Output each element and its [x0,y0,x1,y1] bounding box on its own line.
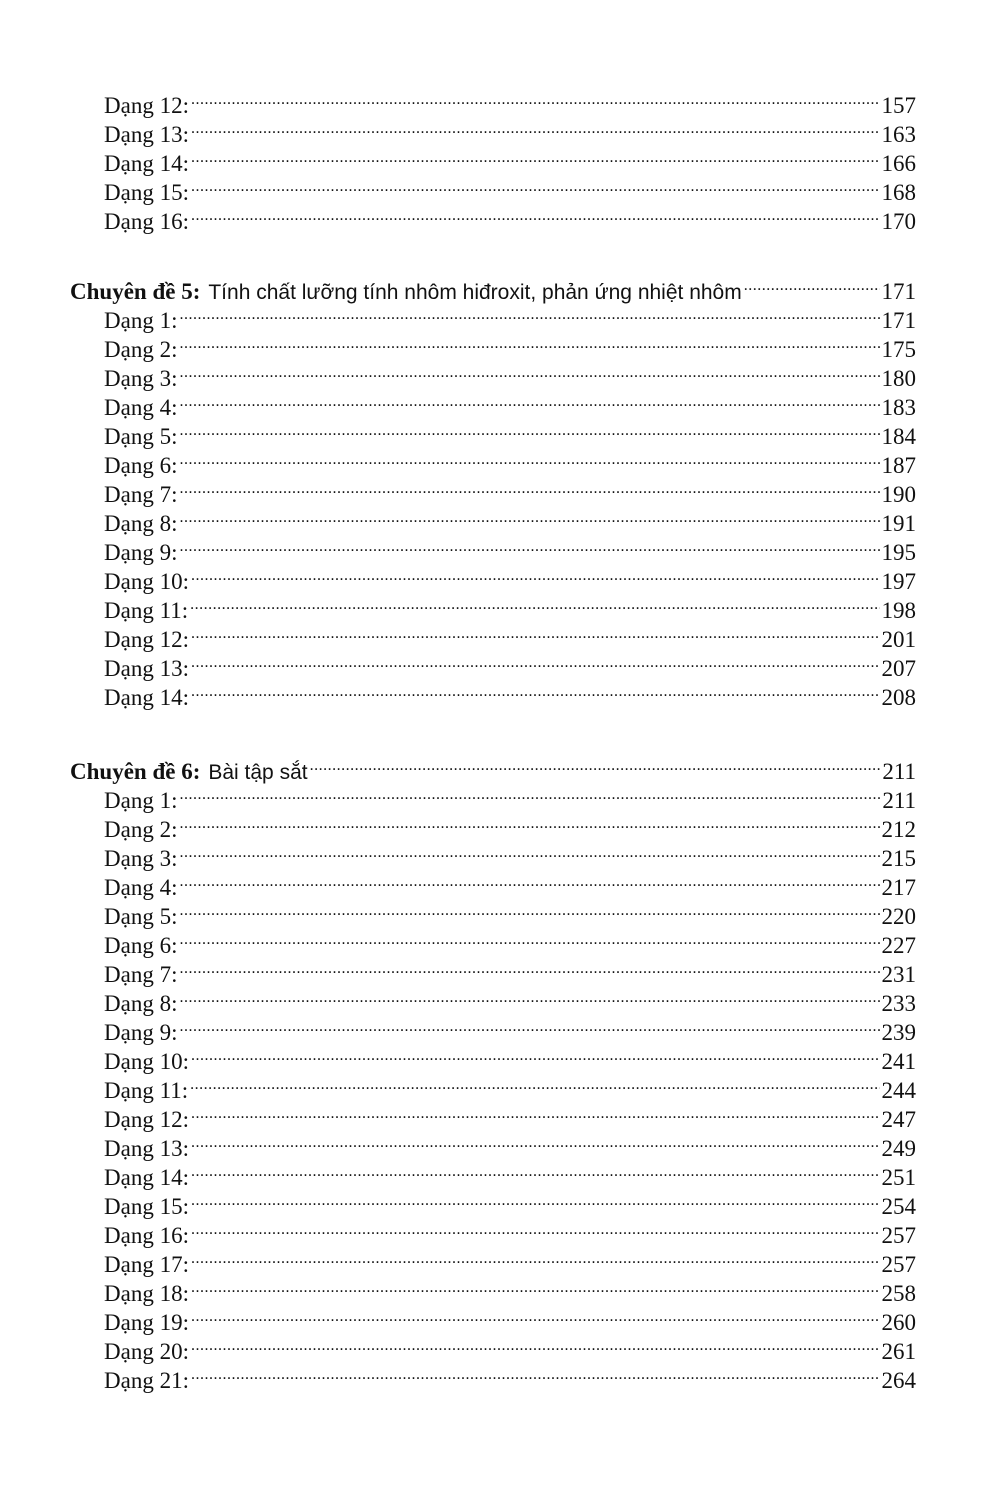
page-number: 201 [881,627,916,652]
page-number: 208 [881,685,916,710]
toc-entry-row [104,895,916,929]
toc-entry-label: Dạng 14: [104,1165,189,1190]
toc-entry-label: Dạng 19: [104,1310,189,1335]
toc-entry-label: Dạng 2: [104,817,178,842]
page-number: 220 [881,904,916,929]
page-number: 260 [881,1310,916,1335]
page-number: 166 [881,151,916,176]
dot-leader [179,473,879,502]
page-number: 157 [881,93,916,118]
page-number: 241 [881,1049,916,1074]
page-number: 187 [881,453,916,478]
toc-entry-row [104,866,916,900]
dot-leader [179,357,879,386]
dot-leader [190,1069,879,1098]
toc-entry-row [104,1069,916,1103]
toc-entry-label: Dạng 2: [104,337,178,362]
page-number: 257 [881,1252,916,1277]
toc-entry-row [104,142,916,176]
dot-leader [179,531,879,560]
toc-entry-row [104,676,916,710]
page-number: 207 [881,656,916,681]
dot-leader [191,560,880,589]
dot-leader [191,171,880,200]
toc-entry-label: Dạng 12: [104,93,189,118]
dot-leader [179,502,879,531]
toc-entry-row [104,589,916,623]
page-number: 171 [881,308,916,333]
page-number: 184 [881,424,916,449]
page-number: 183 [881,395,916,420]
page-number: 197 [881,569,916,594]
toc-entry-label: Dạng 11: [104,1078,189,1103]
toc-entry-row [104,357,916,391]
dot-leader [191,1040,880,1069]
toc-entry-row [104,808,916,842]
dot-leader [179,924,879,953]
toc-entry-label: Dạng 5: [104,424,178,449]
dot-leader [179,808,879,837]
toc-entry-label: Dạng 11: [104,598,189,623]
toc-entry-row [104,415,916,449]
toc-entry-label: Dạng 20: [104,1339,189,1364]
toc-entry-label: Dạng 15: [104,1194,189,1219]
page-number: 212 [881,817,916,842]
page-number: 168 [881,180,916,205]
page-number: 211 [882,788,916,813]
toc-entry-row [104,200,916,234]
dot-leader [191,1098,880,1127]
dot-leader [179,895,879,924]
page-number: 249 [881,1136,916,1161]
toc-entry-label: Dạng 7: [104,482,178,507]
toc-entry-label: Dạng 17: [104,1252,189,1277]
page-number: 175 [881,337,916,362]
toc-heading-title: Tính chất lưỡng tính nhôm hiđroxit, phản ứng nhiệt nhôm [208,281,742,304]
dot-leader [179,866,879,895]
toc-entry-row [104,328,916,362]
toc-entry-label: Dạng 16: [104,1223,189,1248]
dot-leader [179,444,879,473]
toc-entry-row [104,1301,916,1335]
page-number: 251 [881,1165,916,1190]
toc-entry-row [104,1359,916,1393]
dot-leader [179,415,879,444]
toc-entry-row [104,1214,916,1248]
dot-leader [191,113,880,142]
toc-entry-row [104,779,916,813]
dot-leader [179,837,879,866]
dot-leader [179,328,879,357]
toc-heading-row [70,270,916,304]
toc-entry-label: Dạng 9: [104,540,178,565]
page-number: 211 [882,759,916,784]
toc-heading-prefix: Chuyên đề 6: [70,759,201,784]
page-number: 233 [881,991,916,1016]
toc-heading-prefix: Chuyên đề 5: [70,279,201,304]
dot-leader [310,750,881,779]
page-number: 244 [881,1078,916,1103]
toc-entry-row [104,1185,916,1219]
dot-leader [191,1301,880,1330]
page-number: 239 [881,1020,916,1045]
toc-entry-label: Dạng 1: [104,788,178,813]
dot-leader [191,676,880,705]
dot-leader [191,618,880,647]
toc-entry-label: Dạng 7: [104,962,178,987]
dot-leader [190,589,879,618]
dot-leader [179,953,879,982]
toc-entry-label: Dạng 10: [104,569,189,594]
toc-entry-label: Dạng 10: [104,1049,189,1074]
toc-entry-row [104,113,916,147]
toc-entry-row [104,1098,916,1132]
dot-leader [744,270,880,299]
toc-entry-row [104,473,916,507]
toc-entry-row [104,299,916,333]
toc-entry-row [104,386,916,420]
toc-entry-row [104,171,916,205]
page-number: 171 [881,279,916,304]
page-number: 195 [881,540,916,565]
page-number: 190 [881,482,916,507]
toc-entry-label: Dạng 14: [104,151,189,176]
toc-entry-label: Dạng 5: [104,904,178,929]
toc-entry-label: Dạng 9: [104,1020,178,1045]
toc-entry-label: Dạng 21: [104,1368,189,1393]
toc-entry-row [104,1011,916,1045]
dot-leader [179,1011,879,1040]
toc-entry-row [104,982,916,1016]
page-number: 261 [881,1339,916,1364]
dot-leader [191,142,880,171]
toc-entry-label: Dạng 3: [104,366,178,391]
page-number: 191 [881,511,916,536]
toc-entry-row [104,531,916,565]
dot-leader [179,779,880,808]
toc-entry-label: Dạng 1: [104,308,178,333]
toc-entry-row [104,1127,916,1161]
dot-leader [191,1156,880,1185]
dot-leader [191,1243,880,1272]
dot-leader [191,647,880,676]
dot-leader [191,1214,880,1243]
toc-entry-row [104,1272,916,1306]
toc-entry-row [104,502,916,536]
toc-entry-row [104,618,916,652]
page-number: 227 [881,933,916,958]
toc-entry-row [104,953,916,987]
toc-entry-label: Dạng 13: [104,656,189,681]
toc-entry-label: Dạng 12: [104,1107,189,1132]
toc-entry-label: Dạng 8: [104,511,178,536]
dot-leader [179,982,879,1011]
toc-heading-row [70,750,916,784]
page-number: 217 [881,875,916,900]
toc-entry-label: Dạng 13: [104,1136,189,1161]
toc-entry-label: Dạng 6: [104,933,178,958]
page-number: 257 [881,1223,916,1248]
dot-leader [191,1185,880,1214]
page-number: 180 [881,366,916,391]
toc-entry-label: Dạng 4: [104,875,178,900]
page-number: 264 [881,1368,916,1393]
page-number: 198 [881,598,916,623]
toc-entry-label: Dạng 15: [104,180,189,205]
toc-entry-label: Dạng 14: [104,685,189,710]
toc-entry-label: Dạng 12: [104,627,189,652]
toc-entry-row [104,560,916,594]
dot-leader [191,1330,880,1359]
dot-leader [179,386,879,415]
toc-entry-label: Dạng 16: [104,209,189,234]
toc-entry-row [104,1040,916,1074]
toc-entry-row [104,1330,916,1364]
page-number: 215 [881,846,916,871]
dot-leader [191,1272,880,1301]
toc-entry-row [104,924,916,958]
toc-entry-label: Dạng 6: [104,453,178,478]
toc-entry-row [104,837,916,871]
dot-leader [191,1359,880,1388]
page-number: 163 [881,122,916,147]
page-number: 254 [881,1194,916,1219]
toc-entry-row [104,84,916,118]
page-number: 170 [881,209,916,234]
toc-entry-label: Dạng 8: [104,991,178,1016]
page-number: 258 [881,1281,916,1306]
dot-leader [191,84,880,113]
toc-entry-label: Dạng 13: [104,122,189,147]
toc-entry-label: Dạng 3: [104,846,178,871]
toc-heading-title: Bài tập sắt [208,761,308,784]
toc-entry-row [104,1243,916,1277]
toc-entry-label: Dạng 4: [104,395,178,420]
dot-leader [179,299,879,328]
toc-entry-row [104,647,916,681]
dot-leader [191,200,880,229]
toc-entry-row [104,1156,916,1190]
page-number: 247 [881,1107,916,1132]
page-number: 231 [881,962,916,987]
toc-entry-row [104,444,916,478]
dot-leader [191,1127,880,1156]
toc-entry-label: Dạng 18: [104,1281,189,1306]
